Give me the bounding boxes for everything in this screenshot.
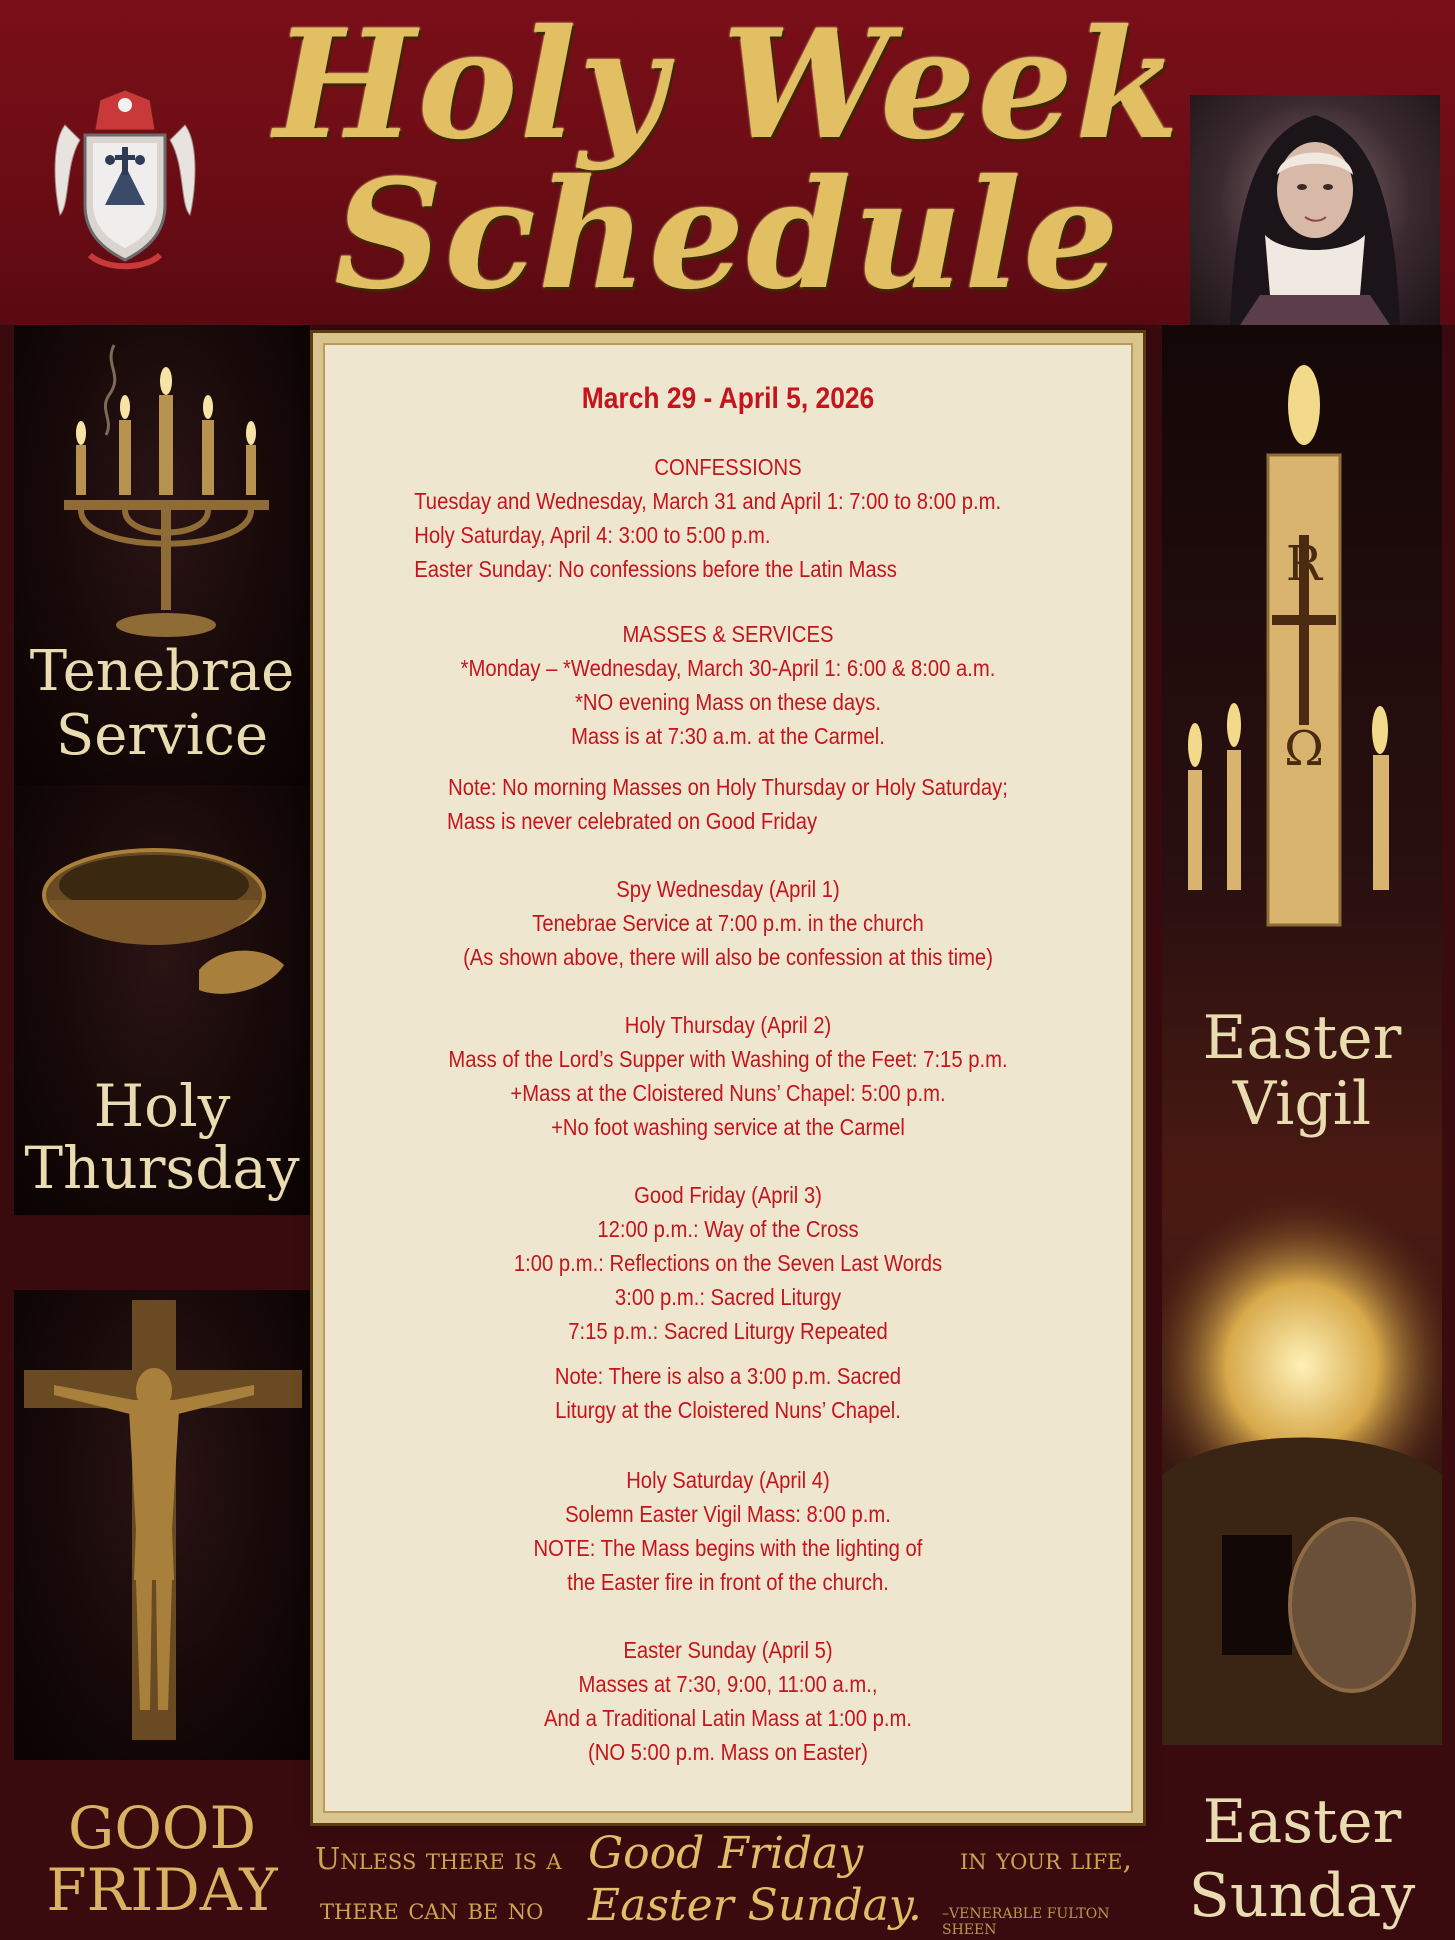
page-title-line-2: Schedule — [334, 147, 1121, 323]
left-image-column — [14, 325, 310, 1940]
confessions-line: Easter Sunday: No confessions before the Latin Mass — [414, 556, 897, 582]
easter-sunday-line: (NO 5:00 p.m. Mass on Easter) — [587, 1739, 869, 1765]
spy-wednesday-line: Tenebrae Service at 7:00 p.m. in the church — [532, 910, 924, 936]
easter-vigil-label-line2: Vigil — [1232, 1069, 1372, 1139]
crucifix-icon — [14, 1290, 310, 1760]
good-friday-line: 12:00 p.m.: Way of the Cross — [597, 1216, 859, 1242]
quote-part: there can be no — [320, 1892, 544, 1927]
paschal-candle-icon — [1162, 325, 1442, 945]
confessions-line: Tuesday and Wednesday, March 31 and April 1: 7:00 to 8:00 p.m. — [414, 488, 1002, 514]
masses-line: *Monday – *Wednesday, March 30-April 1: 6:00 & 8:00 a.m. — [460, 655, 996, 681]
schedule-content — [323, 343, 1133, 1813]
easter-sunday-heading: Easter Sunday (April 5) — [623, 1637, 833, 1663]
schedule-date-range: March 29 - April 5, 2026 — [581, 382, 875, 415]
good-friday-note: Note: There is also a 3:00 p.m. Sacred — [554, 1363, 902, 1389]
good-friday-heading: Good Friday (April 3) — [634, 1182, 822, 1208]
holy-thursday-label-line1: Holy — [93, 1072, 231, 1140]
right-image-column — [1162, 325, 1442, 1940]
washing-bowl-icon — [14, 785, 310, 1035]
svg-text:Ω: Ω — [1284, 721, 1324, 777]
holy-saturday-heading: Holy Saturday (April 4) — [626, 1467, 830, 1493]
header-banner — [0, 0, 1455, 325]
holy-thursday-line: +No foot washing service at the Carmel — [551, 1114, 905, 1140]
svg-text:R: R — [1285, 536, 1323, 592]
easter-sunday-label-line1: Easter — [1202, 1787, 1402, 1857]
page-title-line-1: Holy Week — [273, 0, 1182, 173]
good-friday-label — [14, 1794, 310, 1924]
spy-wednesday-heading: Spy Wednesday (April 1) — [616, 876, 840, 902]
good-friday-note: Liturgy at the Cloistered Nuns’ Chapel. — [555, 1397, 901, 1423]
quote-good-friday: Good Friday — [588, 1828, 864, 1879]
holy-thursday-heading: Holy Thursday (April 2) — [624, 1012, 832, 1038]
good-friday-label-line2: FRIDAY — [46, 1856, 278, 1924]
good-friday-label-line1: GOOD — [68, 1794, 256, 1862]
masses-note: Mass is never celebrated on Good Friday — [447, 808, 818, 834]
schedule-card — [313, 333, 1143, 1823]
quote-easter-sunday: Easter Sunday. — [588, 1880, 922, 1931]
easter-vigil-panel — [1162, 325, 1442, 1745]
tenebrae-label — [14, 640, 310, 768]
empty-tomb-icon — [1162, 1185, 1442, 1745]
holy-thursday-line: Mass of the Lord’s Supper with Washing of the Feet: 7:15 p.m. — [448, 1046, 1008, 1072]
easter-vigil-label-line1: Easter — [1202, 1003, 1402, 1073]
easter-sunday-line: Masses at 7:30, 9:00, 11:00 a.m., — [578, 1671, 878, 1697]
easter-vigil-label — [1162, 1005, 1442, 1137]
holy-thursday-label-line2: Thursday — [24, 1134, 300, 1202]
good-friday-line: 1:00 p.m.: Reflections on the Seven Last Words — [513, 1250, 943, 1276]
good-friday-line: 3:00 p.m.: Sacred Liturgy — [614, 1284, 842, 1310]
masses-heading: MASSES & SERVICES — [622, 621, 834, 647]
holy-thursday-label — [14, 1072, 310, 1202]
masses-note: Note: No morning Masses on Holy Thursday or Holy Saturday; — [448, 774, 1008, 800]
confessions-line: Holy Saturday, April 4: 3:00 to 5:00 p.m. — [414, 522, 771, 548]
easter-sunday-label-line2: Sunday — [1188, 1861, 1416, 1931]
tenebrae-label-line2: Service — [55, 703, 269, 768]
quote-part: in your life, — [960, 1842, 1133, 1877]
fulton-sheen-quote — [310, 1828, 1160, 1940]
saint-portrait — [1190, 95, 1440, 325]
masses-line: Mass is at 7:30 a.m. at the Carmel. — [571, 723, 885, 749]
quote-part: Unless there is a — [315, 1842, 562, 1877]
masses-line: *NO evening Mass on these days. — [574, 689, 882, 715]
easter-sunday-line: And a Traditional Latin Mass at 1:00 p.m. — [544, 1705, 912, 1731]
holy-thursday-line: +Mass at the Cloistered Nuns’ Chapel: 5:00 p.m. — [510, 1080, 946, 1106]
confessions-heading: CONFESSIONS — [654, 454, 802, 480]
holy-thursday-panel — [14, 785, 310, 1215]
easter-sunday-label — [1162, 1785, 1442, 1933]
holy-saturday-line: Solemn Easter Vigil Mass: 8:00 p.m. — [565, 1501, 891, 1527]
holy-saturday-line: the Easter fire in front of the church. — [567, 1569, 889, 1595]
crucifix-panel — [14, 1290, 310, 1760]
tenebrae-panel — [14, 325, 310, 785]
spy-wednesday-line: (As shown above, there will also be confession at this time) — [463, 944, 993, 970]
holy-saturday-line: NOTE: The Mass begins with the lighting of — [533, 1535, 923, 1561]
good-friday-line: 7:15 p.m.: Sacred Liturgy Repeated — [568, 1318, 888, 1344]
tenebrae-label-line1: Tenebrae — [29, 639, 295, 704]
quote-attribution: –VENERABLE FULTON SHEEN — [942, 1906, 1110, 1938]
candelabra-icon — [14, 325, 310, 645]
